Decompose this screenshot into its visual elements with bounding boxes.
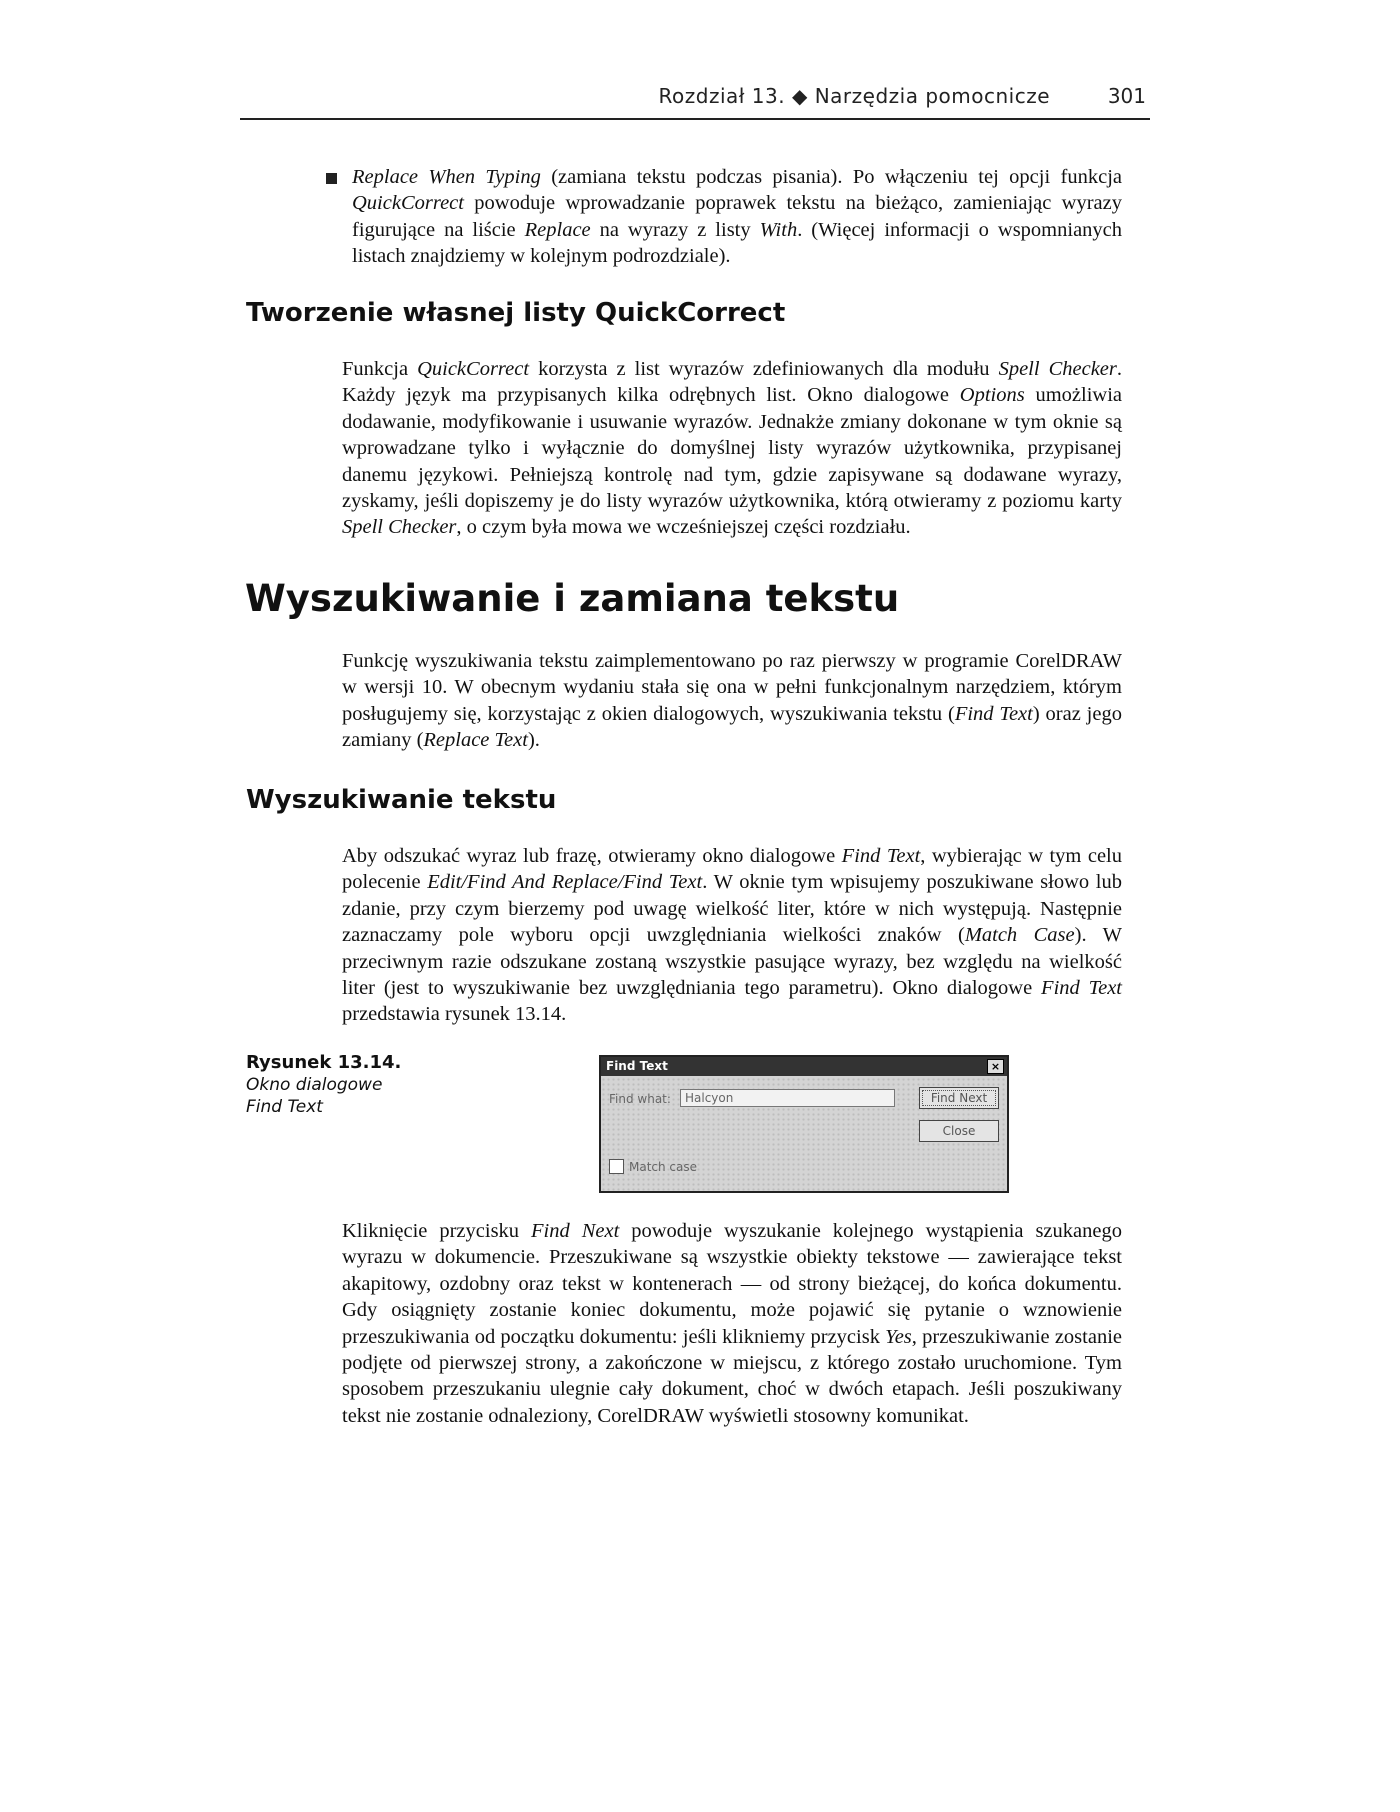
match-case-checkbox[interactable]	[609, 1159, 624, 1174]
dialog-titlebar	[601, 1057, 1007, 1076]
bullet-text: Replace When Typing (zamiana tekstu podczas pisania). Po włączeniu tej opcji funkcja QuickCorrect powoduje wprowadzanie poprawek tekstu na bieżąco, zamieniając wyrazy figurujące na liście Replace na wyrazy z listy With. (Więcej informacji o wspomnianych listach znajdziemy w kolejnym podrozdziale).	[352, 166, 1123, 268]
bullet-item	[352, 164, 1122, 270]
section-heading-quickcorrect: Tworzenie własnej listy QuickCorrect	[246, 298, 786, 328]
chapter-title: Rozdział 13. ◆ Narzędzia pomocnicze	[658, 84, 1050, 108]
close-icon[interactable]: ×	[987, 1059, 1004, 1074]
page-number: 301	[1107, 84, 1146, 108]
figure-caption	[246, 1052, 426, 1118]
find-what-input[interactable]: Halcyon	[680, 1089, 895, 1107]
figure-caption-line1: Okno dialogowe	[246, 1075, 383, 1095]
chapter-heading: Wyszukiwanie i zamiana tekstu	[245, 577, 900, 620]
figure-caption-line2: Find Text	[246, 1097, 323, 1117]
find-next-button[interactable]: Find Next	[919, 1087, 999, 1109]
paragraph-find-text: Aby odszukać wyraz lub frazę, otwieramy okno dialogowe Find Text, wybierając w tym celu polecenie Edit/Find And Replace/Find Text. W oknie tym wpisujemy poszukiwane słowo lub zdanie, przy czym bierzemy pod uwagę wielkość liter, które w nich występują. Następnie zaznaczamy pole wyboru opcji uwzględniania wielkości znaków (Match Case). W przeciwnym razie odszukane zostaną wszystkie pasujące wyrazy, bez względu na wielkość liter (jest to wyszukiwanie bez uwzględniania tego parametru). Okno dialogowe Find Text przedstawia rysunek 13.14.	[342, 845, 1123, 1026]
dialog-title: Find Text	[606, 1059, 668, 1073]
match-case-label: Match case	[629, 1160, 698, 1174]
bullet-square-icon	[326, 173, 337, 184]
close-button[interactable]: Close	[919, 1120, 999, 1142]
find-text-dialog	[599, 1055, 1009, 1193]
paragraph-find-next: Kliknięcie przycisku Find Next powoduje wyszukanie kolejnego wystąpienia szukanego wyrazu w dokumencie. Przeszukiwane są wszystkie obiekty tekstowe — zawierające tekst akapitowy, ozdobny oraz tekst w kontenerach — od strony bieżącej, do końca dokumentu. Gdy osiągnięty zostanie koniec dokumentu, może pojawić się pytanie o wznowienie przeszukiwania od początku dokumentu: jeśli klikniemy przycisk Yes, przeszukiwanie zostanie podjęte od pierwszej strony, a zakończone w miejscu, z którego zostało uruchomione. Tym sposobem przeszukaniu ulegnie cały dokument, choć w dwóch etapach. Jeśli poszukiwany tekst nie zostanie odnaleziony, CorelDRAW wyświetli stosowny komunikat.	[342, 1220, 1122, 1427]
find-what-label: Find what:	[609, 1092, 671, 1106]
figure-number: Rysunek 13.14.	[246, 1052, 402, 1073]
paragraph-quickcorrect: Funkcja QuickCorrect korzysta z list wyrazów zdefiniowanych dla modułu Spell Checker. Każdy język ma przypisanych kilka odrębnych list. Okno dialogowe Options umożliwia dodawanie, modyfikowanie i usuwanie wyrazów. Jednakże zmiany dokonane w tym oknie są wprowadzane tylko i wyłącznie do domyślnej listy wyrazów użytkownika, przypisanej danemu językowi. Pełniejszą kontrolę nad tym, gdzie zapisywane są dodawane wyrazy, zyskamy, jeśli dopiszemy je do listy wyrazów użytkownika, którą otwieramy z poziomu karty Spell Checker, o czym była mowa we wcześniejszej części rozdziału.	[342, 358, 1123, 539]
running-header	[240, 78, 1150, 120]
section-heading-find-text: Wyszukiwanie tekstu	[246, 785, 557, 815]
paragraph-intro: Funkcję wyszukiwania tekstu zaimplementowano po raz pierwszy w programie CorelDRAW w wersji 10. W obecnym wydaniu stała się ona w pełni funkcjonalnym narzędziem, którym posługujemy się, korzystając z okien dialogowych, wyszukiwania tekstu (Find Text) oraz jego zamiany (Replace Text).	[342, 650, 1122, 752]
